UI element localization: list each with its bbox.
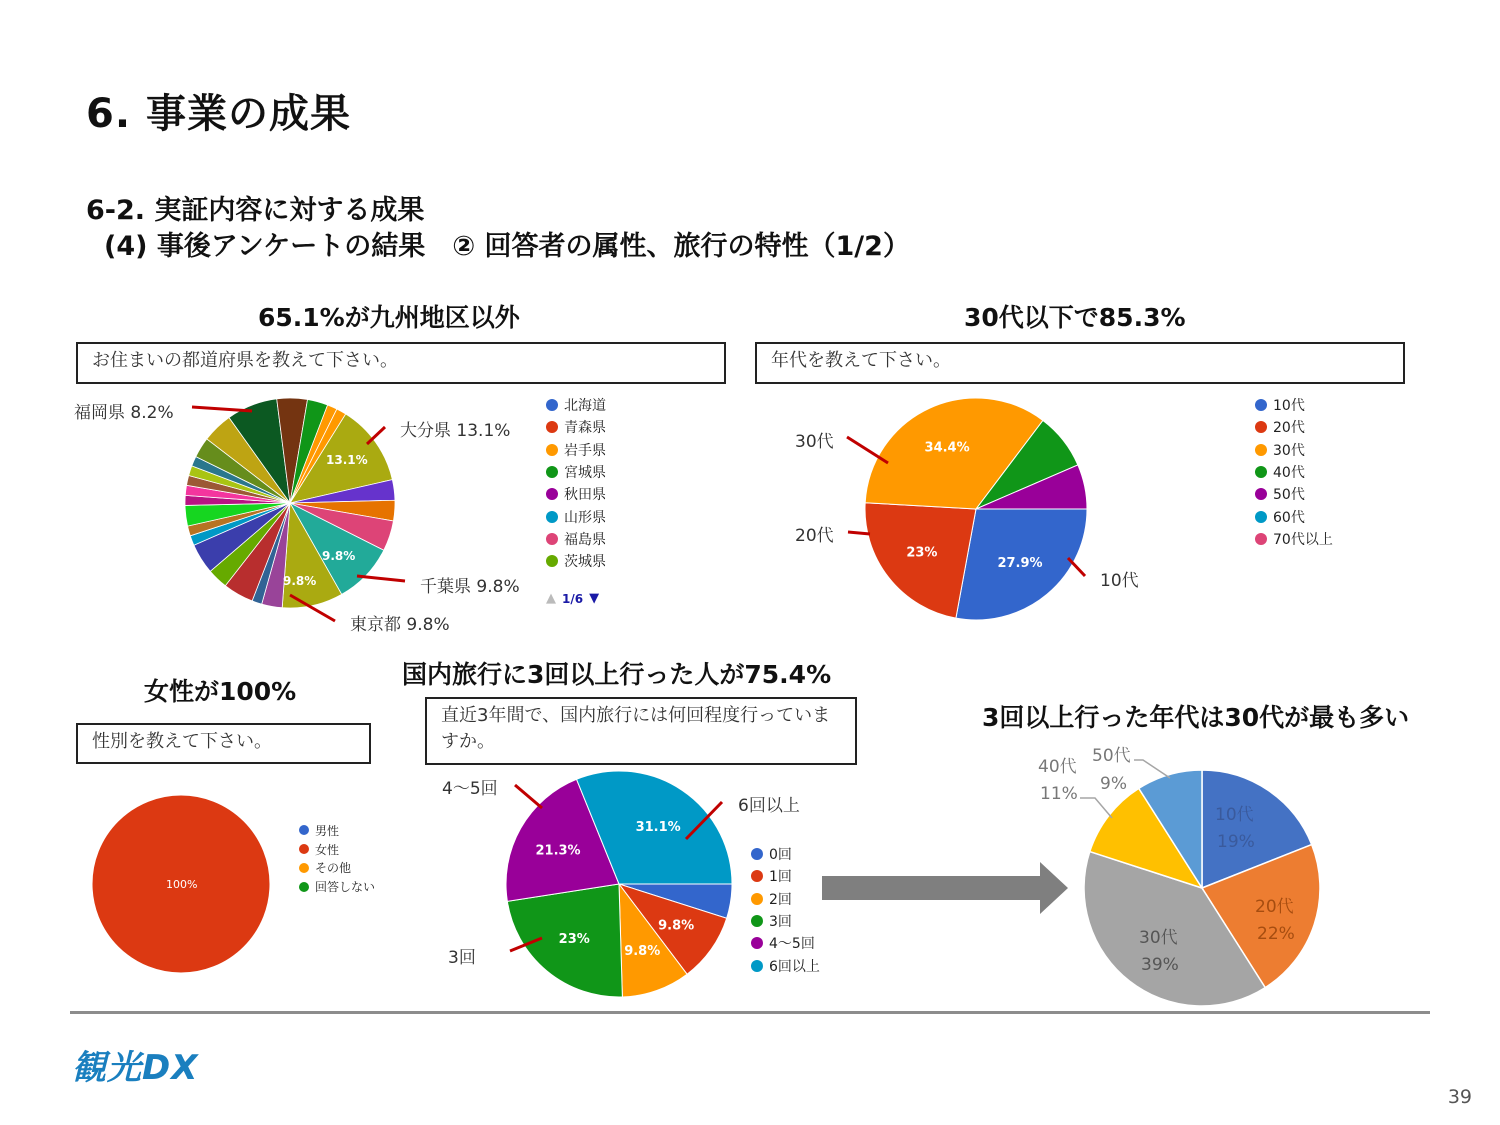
legend-label: 1回	[769, 869, 792, 886]
age-callout-10s: 10代	[1100, 571, 1139, 591]
trips-age-label-40s: 40代	[1038, 757, 1077, 777]
legend-label: 70代以上	[1273, 531, 1333, 548]
pref-callout-chiba: 千葉県 9.8%	[420, 577, 520, 597]
section-subtitle: 6-2. 実証内容に対する成果	[86, 195, 425, 226]
legend-label: 茨城県	[564, 554, 606, 571]
trips-age-value-30s: 39%	[1141, 955, 1179, 975]
legend-label: 岩手県	[564, 442, 606, 459]
pie-value-label: 27.9%	[997, 555, 1043, 571]
trips-age-value-20s: 22%	[1257, 924, 1295, 944]
pref-callout-tokyo: 東京都 9.8%	[350, 615, 450, 635]
trips-age-label-30s: 30代	[1139, 928, 1178, 948]
leader-line	[1134, 760, 1170, 778]
page-number: 39	[1447, 1086, 1472, 1108]
trips-age-label-10s: 10代	[1215, 805, 1254, 825]
legend-label: 30代	[1273, 442, 1305, 459]
legend-label: 青森県	[564, 420, 606, 437]
legend-label: 4〜5回	[769, 936, 815, 953]
pref-slice-label: 13.1%	[326, 453, 368, 467]
pager-next-icon[interactable]: ▼	[589, 591, 600, 606]
legend-label: 2回	[769, 891, 792, 908]
legend-label: 50代	[1273, 487, 1305, 504]
trips-age-chart-title: 3回以上行った年代は30代が最も多い	[982, 703, 1410, 732]
pref-question-box: お住まいの都道府県を教えて下さい。	[76, 342, 726, 384]
pie-value-label: 23%	[558, 931, 590, 947]
legend-label: 20代	[1273, 420, 1305, 437]
legend-label: 回答しない	[315, 880, 376, 895]
age-callout-30s: 30代	[795, 432, 834, 452]
trips-age-label-50s: 50代	[1092, 746, 1131, 766]
legend-label: 10代	[1273, 398, 1305, 415]
legend-label: 福島県	[564, 531, 606, 548]
legend-label: 宮城県	[564, 465, 606, 482]
section-subtitle-2: (4) 事後アンケートの結果 ② 回答者の属性、旅行の特性（1/2）	[104, 231, 910, 262]
pref-callout-oita: 大分県 13.1%	[400, 421, 511, 441]
legend-label: 男性	[315, 823, 340, 838]
pie-value-label: 34.4%	[924, 440, 970, 456]
age-callout-20s: 20代	[795, 526, 834, 546]
age-chart-title: 30代以下で85.3%	[964, 303, 1186, 332]
trips-age-value-10s: 19%	[1217, 832, 1255, 852]
pie-value-label: 9.8%	[658, 918, 695, 934]
legend-label: 3回	[769, 914, 792, 931]
legend-label: その他	[315, 861, 352, 876]
gender-question-box: 性別を教えて下さい。	[76, 723, 371, 764]
pie-value-label: 23%	[906, 545, 938, 561]
trips-callout-4-5: 4〜5回	[442, 779, 498, 799]
gender-slice-label: 100%	[166, 878, 198, 891]
legend-label: 40代	[1273, 465, 1305, 482]
trips-callout-3: 3回	[448, 948, 476, 968]
trips-chart-title: 国内旅行に3回以上行った人が75.4%	[402, 660, 832, 689]
legend-label: 6回以上	[769, 958, 820, 975]
legend-label: 秋田県	[564, 487, 606, 504]
pref-slice-label: 9.8%	[322, 549, 356, 563]
legend-label: 女性	[315, 842, 340, 857]
trips-age-value-50s: 9%	[1100, 774, 1127, 794]
trips-callout-6plus: 6回以上	[738, 796, 800, 816]
pie-value-label: 21.3%	[535, 843, 581, 859]
logo: 観光DX	[72, 1048, 199, 1088]
pie-value-label: 9.8%	[624, 944, 661, 960]
pref-slice-label: 9.8%	[283, 574, 317, 588]
pref-callout-fukuoka: 福岡県 8.2%	[74, 403, 174, 423]
gender-chart-title: 女性が100%	[144, 677, 297, 706]
footer-divider	[70, 1011, 1430, 1014]
pager-label: 1/6	[562, 591, 584, 606]
trips-question-box: 直近3年間で、国内旅行には何回程度行っていますか。	[425, 697, 857, 765]
legend-label: 山形県	[564, 509, 606, 526]
trips-age-value-40s: 11%	[1040, 784, 1078, 804]
legend-label: 60代	[1273, 509, 1305, 526]
legend-label: 0回	[769, 847, 792, 864]
trips-age-label-20s: 20代	[1255, 897, 1294, 917]
page-title: 6. 事業の成果	[86, 91, 351, 137]
pref-chart-title: 65.1%が九州地区以外	[258, 303, 520, 332]
pager-prev-icon[interactable]: ▲	[546, 591, 556, 606]
age-question-box: 年代を教えて下さい。	[755, 342, 1405, 384]
leader-line	[1080, 798, 1112, 818]
legend-label: 北海道	[564, 398, 606, 415]
pie-value-label: 31.1%	[635, 819, 681, 835]
